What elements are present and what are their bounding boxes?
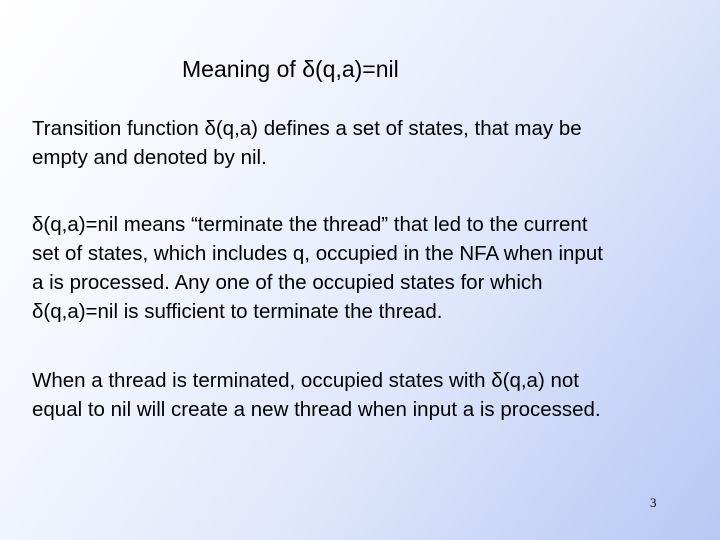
paragraph-line: a is processed. Any one of the occupied states for which [32,271,543,294]
paragraph-line: δ(q,a)=nil is sufficient to terminate the thread. [32,300,443,323]
paragraph-line: empty and denoted by nil. [32,146,267,169]
slide-title: Meaning of δ(q,a)=nil [182,56,399,82]
paragraph-line: set of states, which includes q, occupied in the NFA when input [32,242,603,265]
paragraph-transition-function [32,114,712,172]
paragraph-line: When a thread is terminated, occupied states with δ(q,a) not [32,369,579,392]
paragraph-line: equal to nil will create a new thread when input a is processed. [32,398,601,421]
paragraph-line: Transition function δ(q,a) defines a set of states, that may be [32,117,582,140]
paragraph-nil-meaning [32,210,712,326]
paragraph-line: δ(q,a)=nil means “terminate the thread” that led to the current [32,213,588,236]
paragraph-thread-termination [32,366,712,424]
page-number: 3 [650,495,657,510]
